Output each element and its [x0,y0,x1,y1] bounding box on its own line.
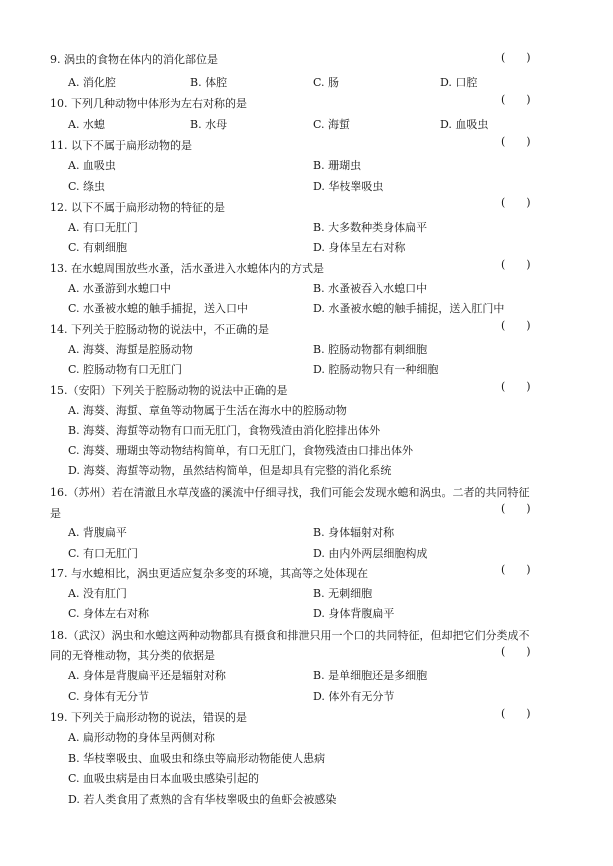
answer-bracket: ( ) [501,380,531,393]
answer-bracket: ( ) [501,196,531,209]
question-17-stem: 17. 与水螅相比，涡虫更适应复杂多变的环境，其高等之处体现在 [50,567,368,580]
option-d: D. 身体背腹扁平 [313,607,395,620]
option-c: C. 有口无肛门 [68,547,139,560]
option-a: A. 有口无肛门 [68,221,138,234]
option-c: C. 腔肠动物有口无肛门 [68,363,183,376]
answer-bracket: ( ) [501,93,531,106]
answer-bracket: ( ) [501,707,531,720]
option-c: C. 水蚤被水螅的触手捕捉，送入口中 [68,302,249,315]
option-b: B. 水蚤被吞入水螅口中 [313,282,428,295]
option-b: B. 水母 [190,118,228,131]
option-b: B. 海葵、海蜇等动物有口而无肛门，食物残渣由消化腔排出体外 [68,424,381,437]
question-13-stem: 13. 在水螅周围放些水蚤，活水蚤进入水螅体内的方式是 [50,262,324,275]
option-c: C. 肠 [313,76,340,89]
option-a: A. 身体是背腹扁平还是辐射对称 [68,669,226,682]
option-d: D. 腔肠动物只有一种细胞 [313,363,439,376]
option-a: A. 水螅 [68,118,105,131]
option-a: A. 扁形动物的身体呈两侧对称 [68,731,215,744]
option-b: B. 是单细胞还是多细胞 [313,669,428,682]
option-c: C. 身体左右对称 [68,607,150,620]
option-c: C. 有刺细胞 [68,241,128,254]
option-a: A. 没有肛门 [68,587,127,600]
option-a: A. 背腹扁平 [68,526,127,539]
option-c: C. 绦虫 [68,180,106,193]
question-9-stem: 9. 涡虫的食物在体内的消化部位是 [50,53,218,66]
option-c: C. 海葵、珊瑚虫等动物结构简单，有口无肛门，食物残渣由口排出体外 [68,444,414,457]
question-14-stem: 14. 下列关于腔肠动物的说法中，不正确的是 [50,323,269,336]
answer-bracket: ( ) [501,135,531,148]
option-b: B. 体腔 [190,76,228,89]
answer-bracket: ( ) [501,502,531,515]
option-d: D. 海葵、海蜇等动物，虽然结构简单，但是却具有完整的消化系统 [68,464,392,477]
option-d: D. 身体呈左右对称 [313,241,406,254]
option-b: B. 腔肠动物都有刺细胞 [313,343,428,356]
option-d: D. 血吸虫 [440,118,489,131]
option-b: B. 身体辐射对称 [313,526,395,539]
option-d: D. 水蚤被水螅的触手捕捉，送入肛门中 [313,302,505,315]
question-18-stem: 18.（武汉）涡虫和水螅这两种动物都具有摄食和排泄只用一个口的共同特征，但却把它们分类成不 [50,629,530,642]
answer-bracket: ( ) [501,258,531,271]
option-b: B. 珊瑚虫 [313,159,362,172]
question-18-stem-cont: 同的无脊椎动物，其分类的依据是 [50,649,215,662]
answer-bracket: ( ) [501,319,531,332]
option-d: D. 华枝睾吸虫 [313,180,384,193]
question-16-stem: 16.（苏州）若在清澈且水草茂盛的溪流中仔细寻找，我们可能会发现水螅和涡虫。二者的共同特征 [50,486,530,499]
question-16-stem-cont: 是 [50,507,61,520]
answer-bracket: ( ) [501,563,531,576]
question-19-stem: 19. 下列关于扁形动物的说法，错误的是 [50,711,247,724]
option-a: A. 消化腔 [68,76,116,89]
option-d: D. 由内外两层细胞构成 [313,547,428,560]
option-a: A. 水蚤游到水螅口中 [68,282,171,295]
option-c: C. 身体有无分节 [68,690,150,703]
option-a: A. 海葵、海蜇是腔肠动物 [68,343,193,356]
question-15-stem: 15.（安阳）下列关于腔肠动物的说法中正确的是 [50,384,288,397]
option-a: A. 血吸虫 [68,159,116,172]
question-11-stem: 11. 以下不属于扁形动物的是 [50,139,192,152]
option-d: D. 若人类食用了煮熟的含有华枝睾吸虫的鱼虾会被感染 [68,793,337,806]
option-c: C. 海蜇 [313,118,351,131]
option-c: C. 血吸虫病是由日本血吸虫感染引起的 [68,772,260,785]
option-d: D. 口腔 [440,76,478,89]
option-a: A. 海葵、海蜇、章鱼等动物属于生活在海水中的腔肠动物 [68,404,347,417]
answer-bracket: ( ) [501,51,531,64]
answer-bracket: ( ) [501,645,531,658]
option-d: D. 体外有无分节 [313,690,395,703]
question-12-stem: 12. 以下不属于扁形动物的特征的是 [50,201,225,214]
option-b: B. 无刺细胞 [313,587,373,600]
option-b: B. 华枝睾吸虫、血吸虫和绦虫等扁形动物能使人患病 [68,752,326,765]
question-10-stem: 10. 下列几种动物中体形为左右对称的是 [50,97,247,110]
option-b: B. 大多数种类身体扁平 [313,221,428,234]
